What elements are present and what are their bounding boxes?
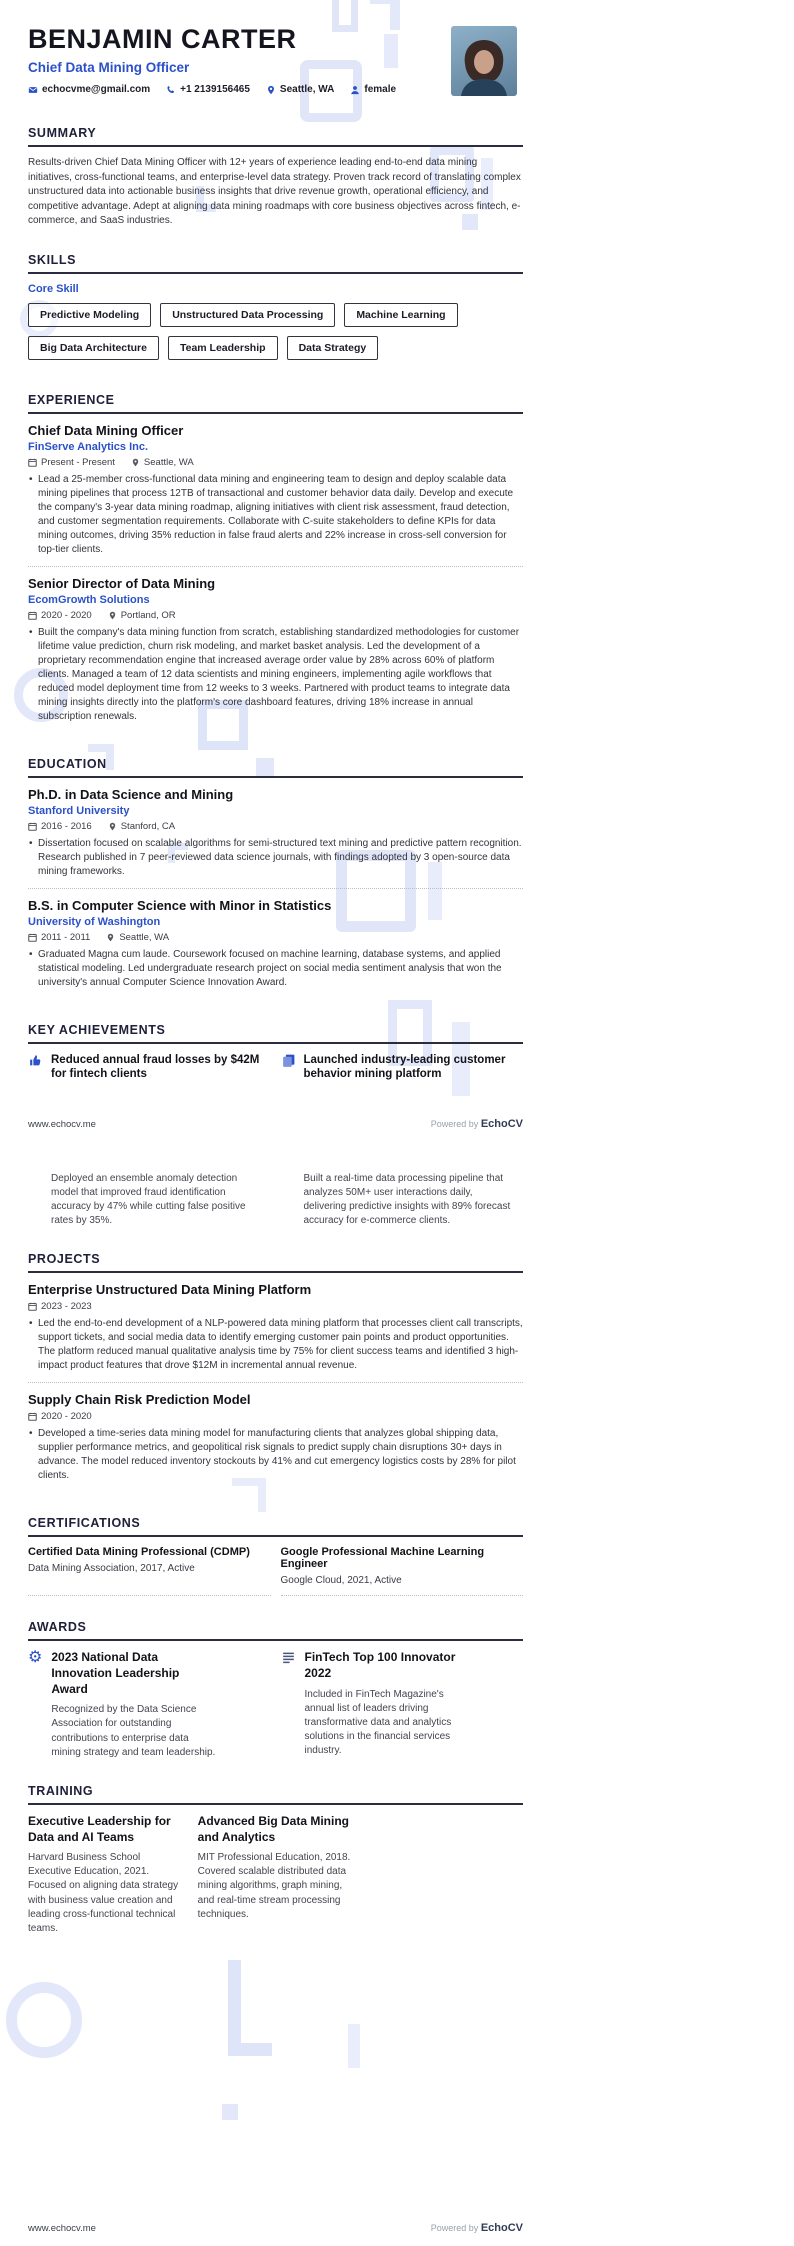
training-title: Executive Leadership for Data and AI Teams [28,1813,171,1844]
education-dates [28,932,90,943]
calendar-icon [28,611,37,620]
education-dates-text: 2016 - 2016 [41,820,92,832]
location-pin-icon [131,458,140,467]
job-dates-text: Present - Present [41,456,115,468]
decorative-shape [228,1960,272,2056]
job-bullet: • Built the company's data mining function from scratch, establishing standardized methodologies for customer lifetime value prediction, churn risk modeling, and market basket analysis. Led the development of a proprietary recommendation engine that increased average order value by 28% across 60% of platform clients. Managed a team of 12 data scientists and mining engineers, implementing agile workflows that reduced model deployment time from 12 weeks to 3 weeks. Partnered with product teams to integrate data mining insights directly into the platform's core dashboard features, driving 18% increase in annual subscription renewals. [28,626,523,724]
location-pin-icon [108,611,117,620]
section-education [28,757,523,999]
section-certifications [28,1516,523,1596]
contact-phone-text: +1 2139156465 [180,84,250,95]
training-grid [28,1814,523,1936]
school-name: University of Washington [28,915,161,928]
resume-header [28,24,523,102]
achievement-item [281,1053,524,1083]
achievement-item [28,1053,271,1083]
award-text [305,1650,470,1758]
summary-text: Results-driven Chief Data Mining Officer with 12+ years of experience leading end-to-end data mining initiatives, cross-functional teams, and enterprise-level data strategy. Proven track record of translating complex unstructured data into actionable business insights that drive revenue growth, operational efficiency, and competitive advantage. Adept at aligning data mining roadmaps with core business objectives across fintech, e-commerce, and SaaS industries. [28,157,521,226]
degree-title: B.S. in Computer Science with Minor in Statistics [28,897,332,913]
achievement-title: Reduced annual fraud losses by $42M for fintech clients [51,1053,260,1081]
contact-location-text: Seattle, WA [279,84,335,95]
certification-item [28,1546,271,1596]
project-meta [28,1411,523,1422]
contact-row [28,84,523,95]
skill-chip: Data Strategy [287,336,379,360]
job-location-text: Portland, OR [120,609,176,621]
training-item [198,1814,354,1936]
contact-location [266,84,334,95]
experience-entry [28,576,523,733]
section-heading-awards: AWARDS [28,1620,523,1641]
education-location-text: Stanford, CA [120,820,176,832]
location-pin-icon [266,85,276,95]
training-title: Advanced Big Data Mining and Analytics [197,1813,350,1844]
skill-chip: Machine Learning [344,303,457,327]
contact-gender [350,84,396,95]
education-entry [28,898,523,999]
person-icon [350,85,360,95]
certification-item [281,1546,524,1596]
section-heading-training: TRAINING [28,1784,523,1805]
project-dates [28,1301,92,1312]
project-entry [28,1282,523,1383]
job-dates [28,457,115,468]
project-dates-text: 2023 - 2023 [41,1301,92,1313]
echocv-brand: EchoCV [480,1118,523,1131]
section-projects [28,1252,523,1492]
education-entry [28,787,523,889]
certification-title: Certified Data Mining Professional (CDMP) [28,1546,250,1559]
certification-issuer: Google Cloud, 2021, Active [280,1575,402,1587]
powered-by [431,2222,523,2234]
education-dates-text: 2011 - 2011 [41,931,91,943]
job-meta [28,457,523,468]
company-name: EcomGrowth Solutions [28,593,150,606]
education-dates [28,821,92,832]
job-dates [28,610,92,621]
education-location [106,932,169,943]
section-key-achievements [28,1023,523,1229]
school-name: Stanford University [28,804,130,817]
powered-by-prefix: Powered by [430,2223,481,2233]
skills-chip-list [28,303,523,369]
education-bullet: • Graduated Magna cum laude. Coursework focused on machine learning, database systems, and applied statistical modeling. Led undergraduate research project on social media sentiment analysis that won the university's annual Computer Science Innovation Award. [28,948,523,990]
section-summary [28,126,523,229]
section-heading-experience: EXPERIENCE [28,393,523,414]
calendar-icon [28,458,37,467]
award-item [28,1650,271,1760]
education-location-text: Seattle, WA [119,931,170,943]
footer-site-link: www.echocv.me [28,2223,96,2234]
achievement-description-wrap [28,1172,271,1228]
job-bullets [28,626,523,724]
project-bullet: • Developed a time-series data mining model for manufacturing clients that analyzes global shipping data, supplier performance metrics, and geopolitical risk signals to predict supply chain disruptions 30+ days in advance. The model reduced inventory stockouts by 41% and cut emergency logistics costs by 28% for pilot clients. [28,1427,523,1483]
layers-icon [281,1053,296,1068]
project-entry [28,1392,523,1492]
achievement-description: Built a real-time data processing pipeline that analyzes 50M+ user interactions daily, delivering predictive insights with 89% forecast accuracy for e-commerce clients. [303,1173,511,1227]
project-bullet: • Led the end-to-end development of a NLP-powered data mining platform that processes client call transcripts, support tickets, and social media data to identify emerging customer pain points and product opportunities. The platform reduced manual qualitative analysis time by 75% for client success teams and identified 3 high-impact product features that drove $12M in incremental annual revenue. [28,1317,523,1373]
project-title: Supply Chain Risk Prediction Model [28,1392,251,1408]
education-meta [28,821,523,832]
skill-chip: Predictive Modeling [28,303,151,327]
award-title: 2023 National Data Innovation Leadership Award [51,1650,180,1696]
calendar-icon [28,933,37,942]
job-location [108,610,176,621]
section-heading-certifications: CERTIFICATIONS [28,1516,523,1537]
education-meta [28,932,523,943]
award-description: Recognized by the Data Science Association for outstanding contributions to enterprise data mining strategy and team leadership. [51,1704,216,1758]
education-bullets [28,837,523,879]
skill-chip: Unstructured Data Processing [160,303,335,327]
experience-entry [28,423,523,567]
phone-icon [166,85,176,95]
achievement-description: Deployed an ensemble anomaly detection model that improved fraud identification accuracy by 47% while cutting false positive rates by 35%. [51,1173,246,1227]
award-description: Included in FinTech Magazine's annual list of leaders driving transformative data and analytics solutions in the financial services industry. [304,1688,452,1757]
training-description: MIT Professional Education, 2018. Covered scalable distributed data mining algorithms, graph mining, and real-time stream processing techniques. [197,1852,351,1920]
section-heading-skills: SKILLS [28,253,523,274]
job-location-text: Seattle, WA [143,456,194,468]
footer-site-link: www.echocv.me [28,1119,96,1131]
contact-gender-text: female [364,84,397,95]
skills-group-label: Core Skill [28,282,79,295]
key-achievements-descriptions [28,1172,523,1228]
calendar-icon [28,822,37,831]
certification-issuer: Data Mining Association, 2017, Active [28,1563,195,1575]
gear-badge-icon: ⚙ [28,1649,43,1667]
project-dates [28,1411,92,1422]
section-skills [28,253,523,369]
decorative-shape [222,2104,238,2120]
education-location [108,821,175,832]
page-break-gap [28,1130,523,1172]
project-meta [28,1301,523,1312]
certifications-grid [28,1546,523,1596]
training-item [28,1814,184,1936]
section-heading-education: EDUCATION [28,757,523,778]
section-heading-summary: SUMMARY [28,126,523,147]
page1-footer [28,1118,523,1130]
email-icon [28,85,38,95]
section-experience [28,393,523,733]
calendar-icon [28,1412,37,1421]
section-heading-key-achievements: KEY ACHIEVEMENTS [28,1023,523,1044]
final-page-footer [28,2222,523,2234]
job-title: Senior Director of Data Mining [28,575,216,591]
job-location [131,457,194,468]
candidate-name: BENJAMIN CARTER [28,24,297,54]
decorative-shape [6,1982,82,2058]
award-title: FinTech Top 100 Innovator 2022 [304,1650,456,1680]
training-description: Harvard Business School Executive Education, 2021. Focused on aligning data strategy with business value creation and leading cross-functional technical teams. [28,1852,179,1935]
job-title: Chief Data Mining Officer [28,422,184,438]
education-bullets [28,948,523,990]
skill-chip: Big Data Architecture [28,336,159,360]
skill-chip: Team Leadership [168,336,278,360]
job-bullet: • Lead a 25-member cross-functional data mining and engineering team to design and deploy scalable data mining pipelines that process 12TB of transactional and customer behavior data daily. Develop and execute the company's 3-year data mining roadmap, aligning initiatives with client risk assessment, fraud detection, and customer segmentation requirements. Collaborate with C-suite stakeholders to define KPIs for data mining outcomes, driving 35% reduction in false fraud alerts and 22% increase in cross-sell conversion for top-tier clients. [28,473,523,557]
job-bullets [28,473,523,557]
key-achievements-grid [28,1053,523,1083]
job-meta [28,610,523,621]
training-item-empty [367,1814,523,1936]
location-pin-icon [106,933,115,942]
awards-grid [28,1650,523,1760]
contact-email-text: echocvme@gmail.com [42,84,151,95]
education-bullet: • Dissertation focused on scalable algorithms for semi-structured text mining and predictive pattern recognition. Research published in 7 peer-reviewed data science journals, with findings adopted by 3 open-source data mining frameworks. [28,837,523,879]
echocv-brand: EchoCV [480,2222,523,2234]
achievement-title: Launched industry-leading customer behavior mining platform [303,1053,506,1081]
thumbs-up-icon [28,1053,43,1068]
award-item [281,1650,524,1760]
powered-by [431,1118,523,1130]
powered-by-prefix: Powered by [430,1119,481,1130]
profile-photo [451,26,517,96]
award-text [51,1650,216,1760]
location-pin-icon [108,822,117,831]
project-bullets [28,1317,523,1373]
section-training [28,1784,523,1936]
achievement-description-wrap [281,1172,524,1228]
certification-title: Google Professional Machine Learning Engineer [280,1546,485,1571]
contact-phone [166,84,250,95]
candidate-title: Chief Data Mining Officer [28,60,190,75]
project-bullets [28,1427,523,1483]
calendar-icon [28,1302,37,1311]
project-dates-text: 2020 - 2020 [41,1411,92,1423]
project-title: Enterprise Unstructured Data Mining Platform [28,1282,312,1298]
company-name: FinServe Analytics Inc. [28,440,149,453]
section-awards [28,1620,523,1760]
section-heading-projects: PROJECTS [28,1252,523,1273]
decorative-shape [348,2024,360,2068]
job-dates-text: 2020 - 2020 [41,609,92,621]
degree-title: Ph.D. in Data Science and Mining [28,786,234,802]
list-lines-icon [281,1650,296,1665]
contact-email [28,84,150,95]
